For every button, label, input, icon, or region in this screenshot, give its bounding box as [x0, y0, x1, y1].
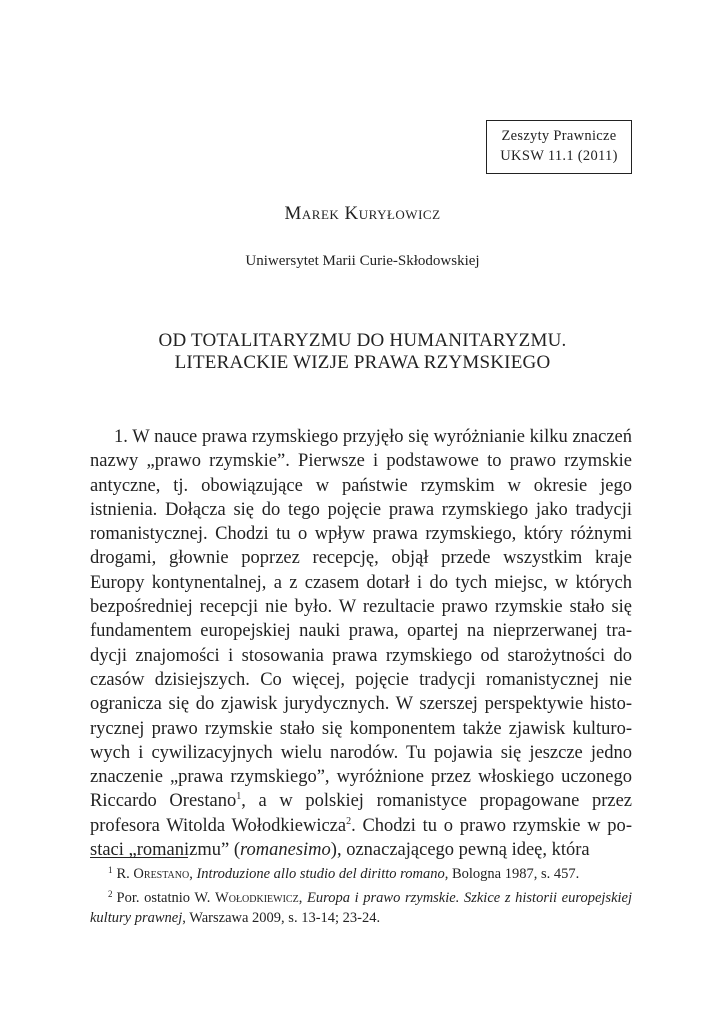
footnote-ref-1: 1: [236, 791, 242, 803]
footnote-prefix: Por. ostatnio W.: [116, 890, 216, 906]
article-title: [0, 330, 725, 374]
body-text-part-2: , a w polskiej romanistyce propagowane przez profesora Witolda Wołodkiewicza: [90, 791, 633, 836]
article-title-line-1: OD TOTALITARYZMU DO HUMANITARYZMU.: [158, 330, 567, 351]
footnote-number: 1: [108, 865, 113, 875]
footnote-separator-text: ,: [298, 890, 307, 906]
author-name: Marek Kuryłowicz: [284, 203, 441, 224]
footnotes: [90, 864, 632, 932]
body-text-part-1: 1. W nauce prawa rzymskiego przyjęło się wyróżnianie kilku znaczeń nazwy „prawo rzymskie”. Pierwsze i podstawowe to prawo rzymskie antyczne, tj. obowiązujące w państwie rzymskim w okresie jego istnienia. Dołącza się do tego pojęcie prawa rzymskiego jako tradycji romanistycznej. Chodzi tu o wpływ prawa rzymskiego, który różnymi drogami, głownie poprzez recepcję, objął przede wszystkim kraje Europy kontynentalnej, a z czasem dotarł i do tych miejsc, w których bezpośredniej recepcji nie było. W rezultacie prawo rzymskie stało się fundamentem europejskiej nauki prawa, opartej na nieprzerwanej tradycji znajomości i stosowania prawa rzymskiego od starożytności do czasów dzisiejszych. Co więcej, pojęcie tradycji romanistycznej nie ogranicza się do zjawisk jurydycznych. W szerszej perspektywie historycznej prawo rzymskie stało się komponentem także zjawisk kulturowych i cywilizacyjnych wielu narodów. Tu pojawia się jeszcze jedno znaczenie „prawa rzymskiego”, wyróżnione przez włoskiego uczonego Riccardo Orestano: [90, 427, 632, 812]
footnote-details: , Warszawa 2009, s. 13-14; 23-24.: [182, 910, 381, 926]
footnote-separator-text: ,: [189, 866, 197, 882]
article-title-line-2: LITERACKIE WIZJE PRAWA RZYMSKIEGO: [174, 352, 551, 373]
journal-volume: UKSW 11.1 (2011): [500, 148, 618, 164]
footnote-author: R. Orestano: [116, 866, 190, 882]
body-italic-term: romanesimo: [240, 840, 331, 861]
footnote-1: [90, 864, 632, 884]
footnote-work-title: Europa i prawo rzymskie. Szkice z historii europejskiej kultury prawnej: [90, 890, 633, 926]
body-paragraph: [90, 425, 632, 862]
footnote-ref-2: 2: [346, 815, 352, 827]
footnote-number: 2: [108, 889, 113, 899]
author-affiliation: Uniwersytet Marii Curie-Skłodowskiej: [245, 253, 480, 269]
footnote-author: Wołodkiewicz: [215, 890, 299, 906]
body-text-part-4: ), oznaczającego pewną ideę, która: [330, 840, 590, 861]
footnote-separator: [90, 857, 188, 858]
body-text-part-3: . Chodzi tu o prawo rzymskie w postaci „romanizmu” (: [90, 815, 632, 861]
footnote-work-title: Introduzione allo studio del diritto romano: [196, 866, 445, 882]
footnote-details: , Bologna 1987, s. 457.: [444, 866, 580, 882]
journal-citation-box: [486, 120, 632, 174]
footnote-2: [90, 888, 632, 928]
journal-name: Zeszyty Prawnicze: [501, 128, 617, 144]
